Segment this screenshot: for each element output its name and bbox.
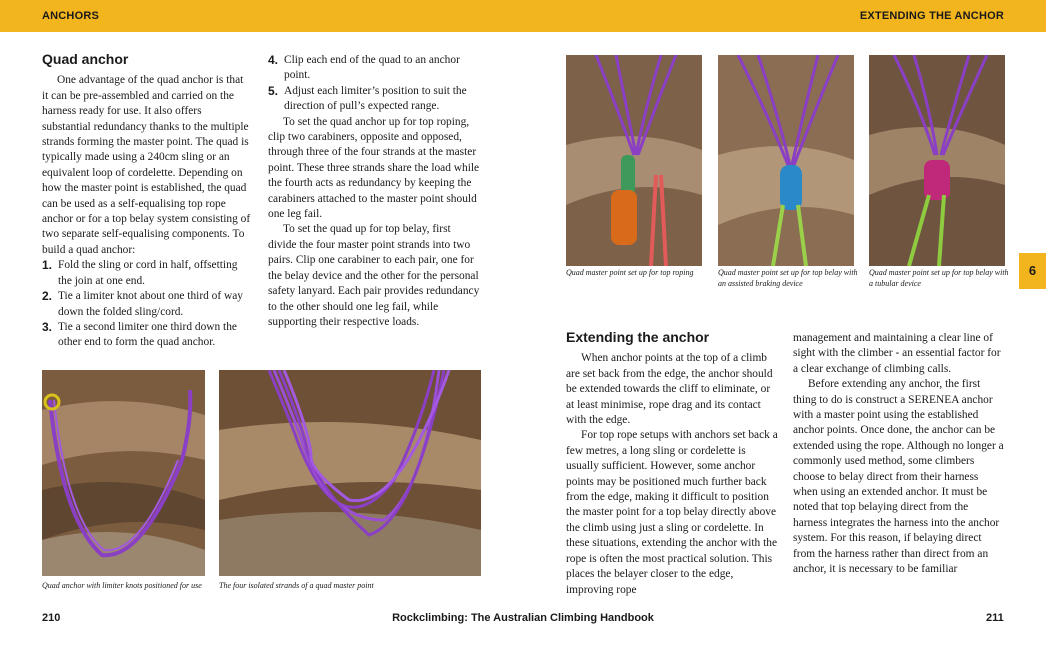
caption-top-belay-tubular: Quad master point set up for top belay with a tubular device bbox=[869, 268, 1009, 288]
photo-top-belay-assisted bbox=[718, 55, 854, 266]
page-number-left: 210 bbox=[42, 612, 61, 624]
step-item: 1. Fold the sling or cord in half, offsetting the join at one end. bbox=[42, 258, 238, 287]
quad-steps-b bbox=[268, 53, 480, 115]
extend-top-rope-para: For top rope setups with anchors set back a few metres, a long sling or cordelette is usually sufficient. However, some anchor points may be positioned much further back from the edge, making it difficult to position the master point for a top belay directly above the climb using just a sling or cordelette. In these situations, extending the anchor with the rope is often the most practical solution. This places the belayer closer to the edge, improving rope bbox=[566, 429, 778, 596]
step-item: 5. Adjust each limiter’s position to suit the direction of pull’s expected range. bbox=[268, 83, 467, 113]
extend-column-2 bbox=[793, 331, 1005, 578]
quad-top-rope-para: To set the quad anchor up for top roping, clip two carabiners, opposite and opposed, through three of the four strands at the master point. These three strands share the load while the fourth acts as redundancy by keeping the carabiners attached to the master point should one leg fail. bbox=[268, 115, 480, 221]
caption-quad-strands: The four isolated strands of a quad master point bbox=[219, 581, 374, 590]
caption-quad-limiter: Quad anchor with limiter knots positioned for use bbox=[42, 581, 202, 590]
photo-quad-strands bbox=[219, 370, 481, 576]
photo-top-belay-tubular bbox=[869, 55, 1005, 266]
chapter-tab: 6 bbox=[1019, 253, 1046, 289]
page-number-right: 211 bbox=[986, 612, 1004, 624]
running-header bbox=[0, 0, 1046, 32]
extend-intro: When anchor points at the top of a climb are set back from the edge, the anchor should be extended towards the cliff to eliminate, or at least minimise, rope drag and its contact with the edge. bbox=[566, 352, 773, 427]
step-item: 2. Tie a limiter knot about one third of way down the folded sling/cord. bbox=[42, 289, 243, 318]
extend-column-1 bbox=[566, 330, 778, 598]
quad-intro: One advantage of the quad anchor is that it can be pre-assembled and carried on the harness ready for use. It also offers substantial redundancy thanks to the multiple strands forming the master point. The quad is typically made using a 240cm sling or an equivalent loop of cordelette. Depending on how the master point is established, the quad can be used as a self-equalising top rope anchor or for a top belay system consisting of two separate self-equalising components. To build a quad anchor: bbox=[42, 74, 251, 256]
quad-heading: Quad anchor bbox=[42, 51, 129, 67]
extend-heading: Extending the anchor bbox=[566, 329, 710, 345]
book-title-footer: Rockclimbing: The Australian Climbing Handbook bbox=[392, 612, 654, 624]
section-label-right: EXTENDING THE ANCHOR bbox=[859, 10, 1004, 22]
step-item: 3. Tie a second limiter one third down the other end to form the quad anchor. bbox=[42, 319, 237, 349]
extend-continuation: management and maintaining a clear line of sight with the climber - an essential factor for a clear exchange of climbing calls. bbox=[793, 332, 1001, 375]
extend-serenea-para: Before extending any anchor, the first thing to do is construct a SERENEA anchor with a master point using the established anchor points. Once done, the anchor can be extended using the rope. Although no longer a commonly used method, some climbers choose to belay direct from their harness when using an extended anchor. It must be noted that top belaying direct from the harness integrates the harness into the anchor system. For this reason, if belaying direct from the harness rather than direct from an anchor, it is necessary to be familiar bbox=[793, 378, 1004, 576]
caption-top-roping: Quad master point set up for top roping bbox=[566, 268, 694, 277]
caption-top-belay-assisted: Quad master point set up for top belay with an assisted braking device bbox=[718, 268, 858, 288]
quad-steps-a bbox=[42, 258, 252, 350]
quad-column-1 bbox=[42, 52, 252, 351]
quad-top-belay-para: To set the quad up for top belay, first divide the four master point strands into two pairs. Clip one carabiner to each pair, one for the belay device and the other for the personal safety lanyard. Each pair provides redundancy to the other should one leg fail, while supporting their respective loads. bbox=[268, 223, 480, 328]
photo-top-roping bbox=[566, 55, 702, 266]
section-label-left: ANCHORS bbox=[42, 10, 100, 22]
photo-quad-limiter bbox=[42, 370, 205, 576]
quad-column-2 bbox=[268, 53, 480, 330]
step-item: 4. Clip each end of the quad to an anchor point. bbox=[268, 53, 460, 82]
